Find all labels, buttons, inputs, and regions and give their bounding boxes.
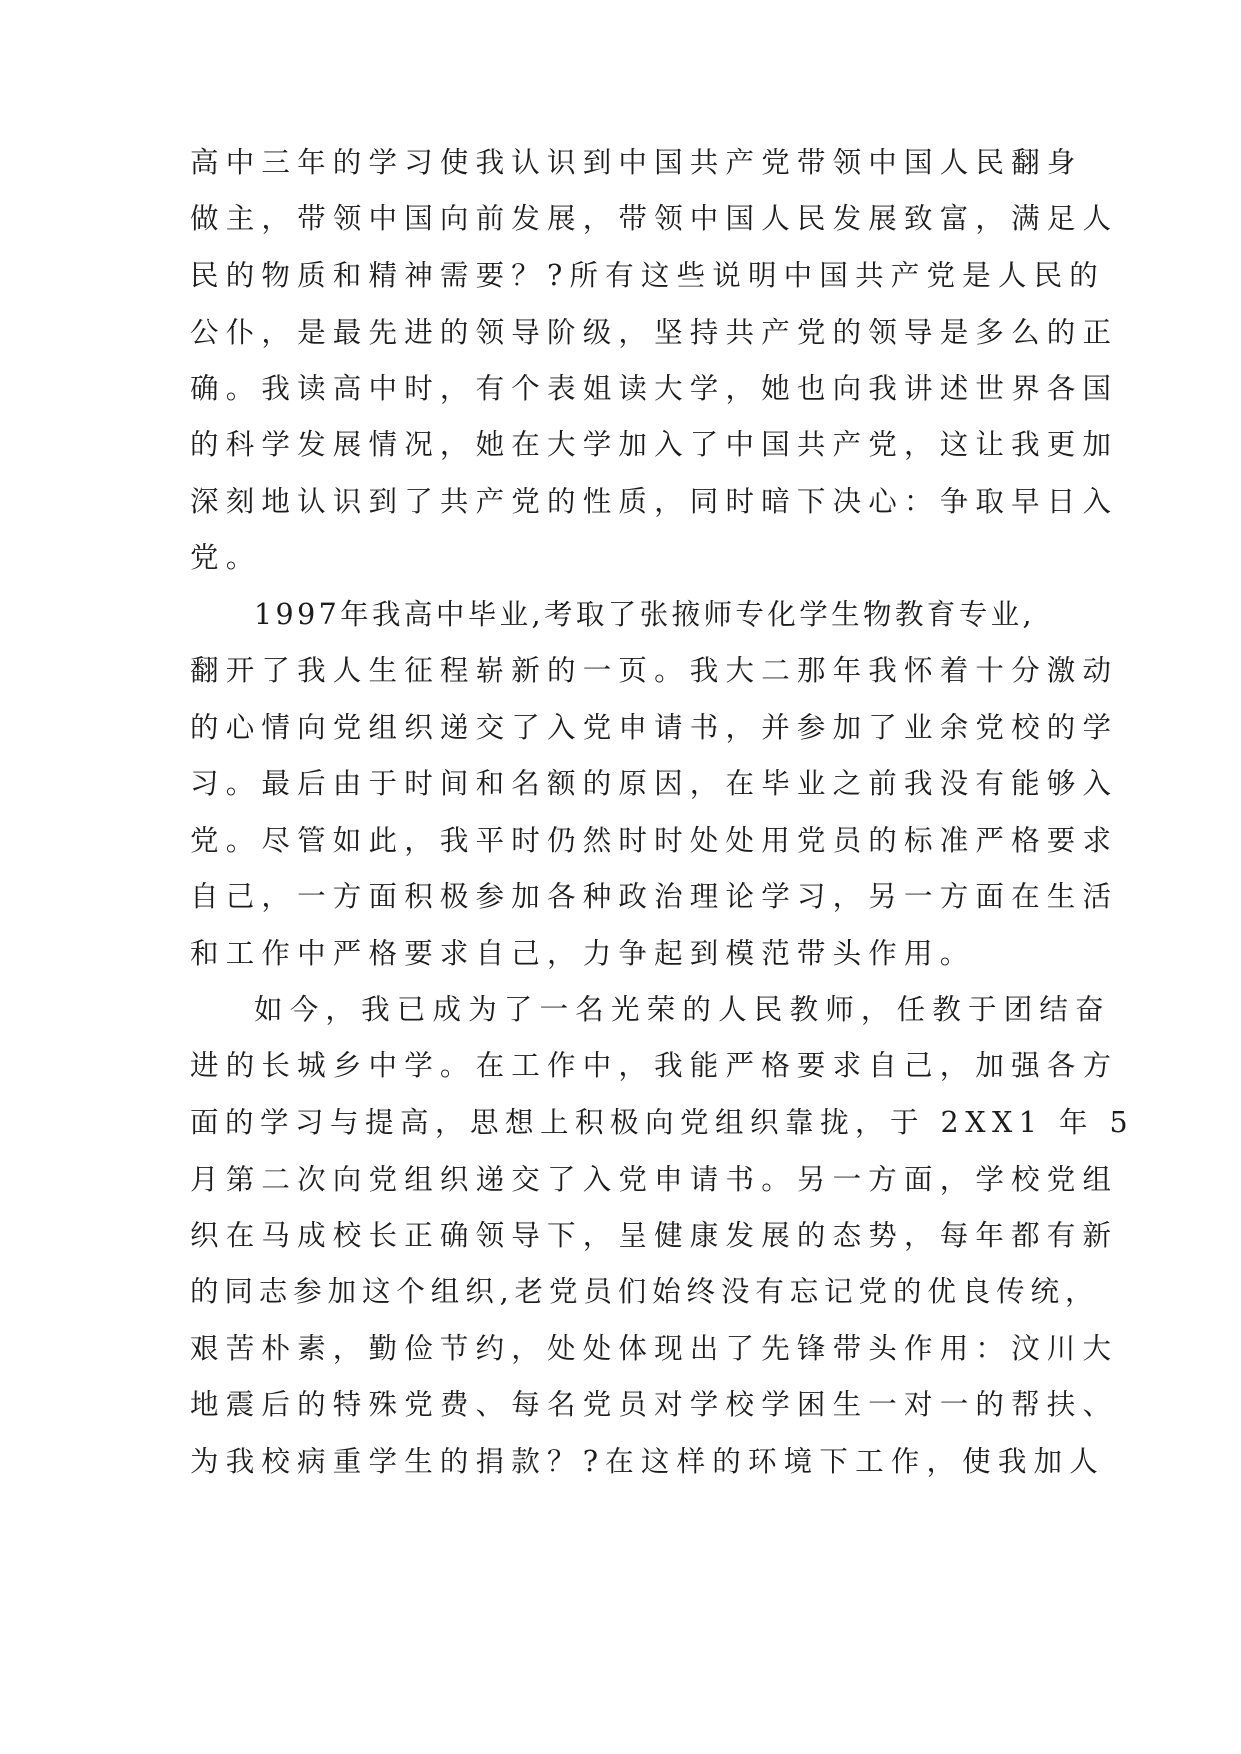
text-line: 和工作中严格要求自己，力争起到模范带头作用。 <box>190 937 976 970</box>
text-line: 民的物质和精神需要？?所有这些说明中国共产党是人民的 <box>190 259 1105 292</box>
text-line: 的心情向党组织递交了入党申请书，并参加了业余党校的学 <box>190 711 1119 744</box>
text-line: 翻开了我人生征程崭新的一页。我大二那年我怀着十分激动 <box>190 654 1119 687</box>
text-line: 自己，一方面积极参加各种政治理论学习，另一方面在生活 <box>190 880 1119 913</box>
text-line: 艰苦朴素，勤俭节约，处处体现出了先锋带头作用：汶川大 <box>190 1332 1119 1365</box>
paragraph-start-line: 1997年我高中毕业,考取了张掖师专化学生物教育专业, <box>254 598 1035 631</box>
text-line: 习。最后由于时间和名额的原因，在毕业之前我没有能够入 <box>190 767 1119 800</box>
text-line: 面的学习与提高，思想上积极向党组织靠拢，于 2XX1 年 5 <box>190 1106 1135 1139</box>
text-line: 公仆，是最先进的领导阶级，坚持共产党的领导是多么的正 <box>190 316 1119 349</box>
text-line: 的同志参加这个组织,老党员们始终没有忘记党的优良传统， <box>190 1275 1100 1308</box>
text-line: 地震后的特殊党费、每名党员对学校学困生一对一的帮扶、 <box>190 1388 1119 1421</box>
text-line: 为我校病重学生的捐款？?在这样的环境下工作，使我加人 <box>190 1445 1105 1478</box>
text-line: 高中三年的学习使我认识到中国共产党带领中国人民翻身 <box>190 146 1083 179</box>
text-line: 织在马成校长正确领导下，呈健康发展的态势，每年都有新 <box>190 1219 1119 1252</box>
text-line: 做主，带领中国向前发展，带领中国人民发展致富，满足人 <box>190 202 1119 235</box>
paragraph-start-line: 如今，我已成为了一名光荣的人民教师，任教于团结奋 <box>254 993 1111 1026</box>
text-line: 深刻地认识到了共产党的性质，同时暗下决心：争取早日入 <box>190 485 1119 518</box>
text-line: 确。我读高中时，有个表姐读大学，她也向我讲述世界各国 <box>190 372 1119 405</box>
text-line: 月第二次向党组织递交了入党申请书。另一方面，学校党组 <box>190 1163 1119 1196</box>
text-line: 党。尽管如此，我平时仍然时时处处用党员的标准严格要求 <box>190 824 1119 857</box>
text-line: 进的长城乡中学。在工作中，我能严格要求自己，加强各方 <box>190 1049 1119 1082</box>
text-line: 党。 <box>190 541 262 574</box>
text-line: 的科学发展情况，她在大学加入了中国共产党，这让我更加 <box>190 428 1119 461</box>
